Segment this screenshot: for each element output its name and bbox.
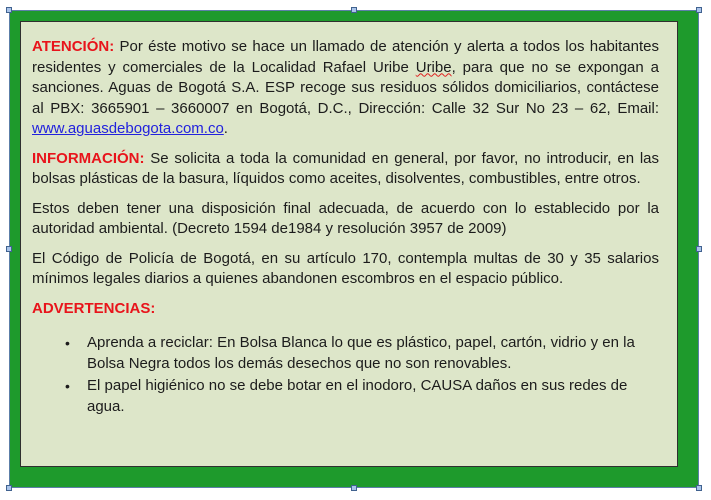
atencion-text: Por éste motivo se hace un llamado de atención y alerta a todos los habitantes residentes y comerciales de la Localidad Rafael Uribe	[32, 38, 659, 76]
advertencias-list	[32, 333, 659, 417]
resize-handle-bottom-center[interactable]	[351, 485, 357, 491]
resize-handle-top-right[interactable]	[696, 7, 702, 13]
advertencias-label: ADVERTENCIAS:	[32, 299, 156, 317]
resize-handle-bottom-left[interactable]	[6, 485, 12, 491]
atencion-paragraph	[32, 37, 659, 140]
list-item	[32, 376, 659, 417]
list-item-text: El papel higiénico no se debe botar en el inodoro, CAUSA daños en sus redes de agua.	[87, 377, 628, 415]
resize-handle-bottom-right[interactable]	[696, 485, 702, 491]
resize-handle-top-center[interactable]	[351, 7, 357, 13]
informacion-paragraph	[32, 149, 659, 190]
atencion-text-continued: , para que no se expongan a sanciones. Aguas de Bogotá S.A. ESP recoge sus residuos sólidos domiciliarios, contáctese al PBX: 3665901 – 3660007 en Bogotá, D.C., Dirección: Calle 32 Sur No 23 – 62, Email:	[32, 58, 659, 117]
atencion-label: ATENCIÓN:	[32, 38, 115, 55]
resize-handle-top-left[interactable]	[6, 7, 12, 13]
bullet-icon: •	[65, 335, 70, 351]
advertencias-paragraph	[32, 299, 659, 320]
notice-panel	[20, 21, 678, 467]
list-item	[32, 333, 659, 374]
codigo-policia-paragraph: El Código de Policía de Bogotá, en su artículo 170, contempla multas de 30 y 35 salarios mínimos legales diarios a quienes abandonen escombros en el espacio público.	[32, 249, 659, 287]
email-link[interactable]: www.aguasdebogota.com.co	[32, 120, 224, 137]
atencion-end: .	[223, 120, 228, 137]
disposicion-paragraph: Estos deben tener una disposición final adecuada, de acuerdo con lo establecido por la autoridad ambiental. (Decreto 1594 de1984 y resolución 3957 de 2009)	[32, 199, 659, 237]
list-item-text: Aprenda a reciclar: En Bolsa Blanca lo que es plástico, papel, cartón, vidrio y en la Bolsa Negra todos los demás desechos que no son renovables.	[87, 334, 635, 372]
spellcheck-underlined-word: Uribe	[415, 58, 452, 76]
informacion-label: INFORMACIÓN:	[32, 149, 145, 167]
bullet-icon: •	[65, 378, 70, 394]
resize-handle-middle-right[interactable]	[696, 246, 702, 252]
informacion-text: Se solicita a toda la comunidad en general, por favor, no introducir, en las bolsas plásticas de la basura, líquidos como aceites, disolventes, combustibles, entre otros.	[32, 149, 659, 187]
resize-handle-middle-left[interactable]	[6, 246, 12, 252]
